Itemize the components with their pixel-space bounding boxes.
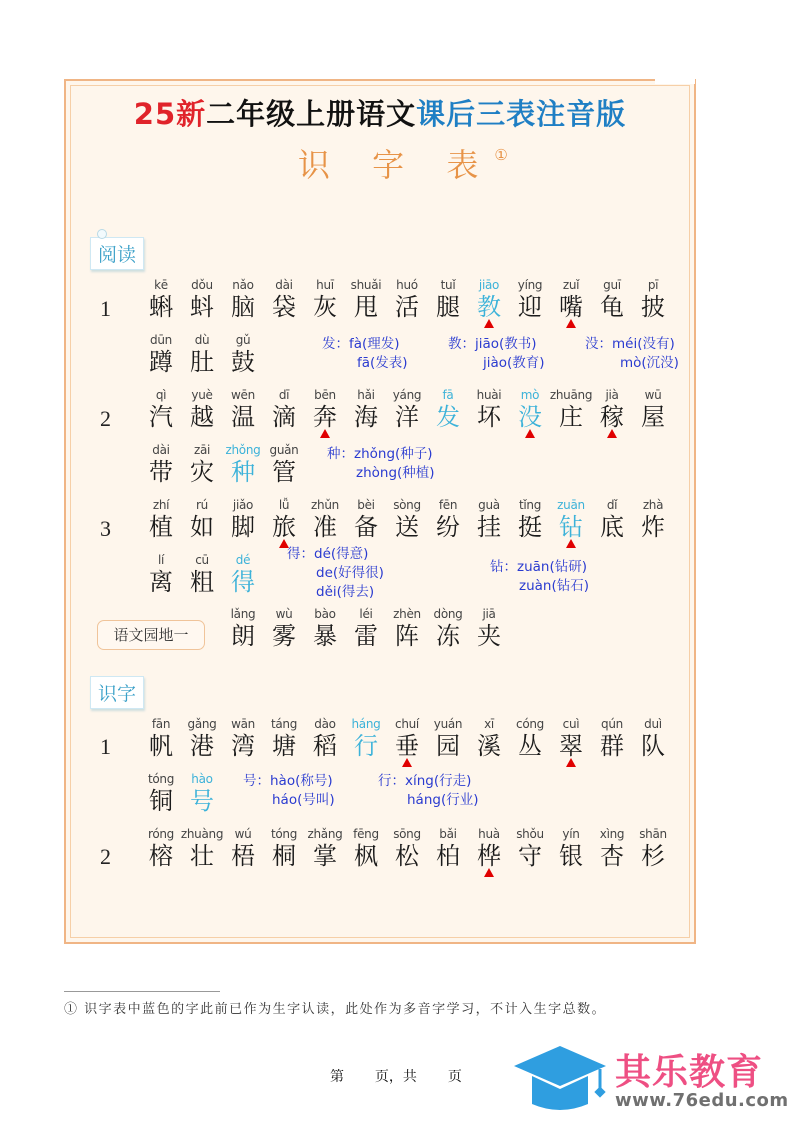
hanzi: 挂 [477, 513, 501, 541]
character-cell [384, 716, 430, 760]
red-triangle-mark-icon [484, 868, 494, 877]
page-suffix: 页 [447, 1069, 462, 1085]
character-cell [261, 277, 307, 321]
hanzi: 脚 [231, 513, 255, 541]
hanzi: 屋 [641, 403, 665, 431]
hanzi: 嘴 [559, 293, 583, 321]
hanzi: 稻 [313, 732, 337, 760]
polyphone-note-xing: 行：xíng(行走) háng(行业) [378, 773, 479, 808]
pinyin: dǒu [191, 278, 213, 292]
hanzi: 鼓 [231, 348, 255, 376]
character-cell [630, 497, 676, 541]
pinyin: kē [154, 278, 168, 292]
pinyin: dòng [433, 607, 463, 621]
hanzi: 甩 [354, 293, 378, 321]
character-cell [179, 497, 225, 541]
character-cell [138, 771, 184, 815]
pinyin: wù [275, 607, 293, 621]
hanzi: 蹲 [149, 348, 173, 376]
hanzi: 披 [641, 293, 665, 321]
character-cell [343, 497, 389, 541]
character-cell [466, 277, 512, 321]
pinyin: wū [644, 388, 662, 402]
pinyin: huà [478, 827, 500, 841]
character-cell [630, 387, 676, 431]
pinyin: rú [196, 498, 208, 512]
pinyin: dūn [150, 333, 172, 347]
pinyin: fēng [353, 827, 379, 841]
red-triangle-mark-icon [566, 319, 576, 328]
hanzi: 号 [190, 787, 214, 815]
section-label: 识字 [98, 683, 137, 705]
pinyin: hào [191, 772, 213, 786]
hanzi: 港 [190, 732, 214, 760]
hanzi: 迎 [518, 293, 542, 321]
section-label: 阅读 [98, 244, 137, 266]
pinyin: jiǎo [232, 498, 254, 512]
hanzi: 如 [190, 513, 214, 541]
hanzi: 榕 [149, 842, 173, 870]
hanzi: 灰 [313, 293, 337, 321]
hanzi: 汽 [149, 403, 173, 431]
hanzi: 朗 [231, 622, 255, 650]
pinyin: shān [639, 827, 667, 841]
hanzi: 银 [559, 842, 583, 870]
character-cell [425, 497, 471, 541]
hanzi: 阵 [395, 622, 419, 650]
table-heading [298, 140, 508, 186]
graduation-cap-icon [512, 1042, 612, 1118]
character-cell [384, 277, 430, 321]
footnote-divider [64, 991, 220, 992]
pinyin: zāi [193, 443, 211, 457]
pinyin: jià [605, 388, 619, 402]
pinyin: qì [155, 388, 167, 402]
character-cell [384, 497, 430, 541]
character-cell [261, 442, 307, 486]
character-cell [343, 606, 389, 650]
pinyin: shuǎi [350, 278, 382, 292]
character-cell [425, 387, 471, 431]
pinyin: yíng [517, 278, 543, 292]
hanzi: 松 [395, 842, 419, 870]
hanzi: 温 [231, 403, 255, 431]
pinyin: mò [520, 388, 540, 402]
hanzi: 腿 [436, 293, 460, 321]
hanzi: 底 [600, 513, 624, 541]
pinyin: bēn [314, 388, 336, 402]
character-cell [630, 716, 676, 760]
character-cell [179, 387, 225, 431]
character-cell [548, 826, 594, 870]
character-cell [343, 716, 389, 760]
character-cell [220, 552, 266, 596]
hanzi: 坏 [477, 403, 501, 431]
hanzi: 奔 [313, 403, 337, 431]
pinyin: shǒu [516, 827, 544, 841]
hanzi: 得 [231, 568, 255, 596]
hanzi: 粗 [190, 568, 214, 596]
character-cell [220, 332, 266, 376]
pinyin: yín [562, 827, 580, 841]
character-cell [343, 826, 389, 870]
character-cell [138, 277, 184, 321]
character-cell [261, 387, 307, 431]
character-cell [425, 606, 471, 650]
pinyin: sòng [393, 498, 421, 512]
character-cell [589, 387, 635, 431]
hanzi: 活 [395, 293, 419, 321]
pinyin: táng [270, 717, 298, 731]
hanzi: 溪 [477, 732, 501, 760]
pinyin: róng [147, 827, 175, 841]
pinyin: fān [151, 717, 171, 731]
page-mid: 页，共 [374, 1069, 417, 1085]
hanzi: 行 [354, 732, 378, 760]
title-grade: 二年级上册语文 [206, 97, 417, 131]
hanzi: 园 [436, 732, 460, 760]
pinyin: guī [603, 278, 621, 292]
hanzi: 洋 [395, 403, 419, 431]
hanzi: 暴 [313, 622, 337, 650]
brand-name: 其乐教育 [615, 1052, 764, 1093]
title-version: 课后三表注音版 [416, 97, 627, 131]
character-cell [466, 826, 512, 870]
character-cell [261, 497, 307, 541]
hanzi: 旅 [272, 513, 296, 541]
hanzi: 灾 [190, 458, 214, 486]
pinyin: zhuāng [549, 388, 593, 402]
red-triangle-mark-icon [402, 758, 412, 767]
hanzi: 队 [641, 732, 665, 760]
pinyin: bǎi [439, 827, 457, 841]
character-cell [384, 826, 430, 870]
character-cell [507, 277, 553, 321]
pinyin: bèi [357, 498, 375, 512]
hanzi: 稼 [600, 403, 624, 431]
hanzi: 蝌 [149, 293, 173, 321]
pinyin: gǎng [187, 717, 217, 731]
polyphone-note-zuan: 钻：zuān(钻研) zuàn(钻石) [490, 559, 590, 594]
character-cell [261, 826, 307, 870]
hanzi: 挺 [518, 513, 542, 541]
pinyin: huī [316, 278, 334, 292]
pinyin: qún [601, 717, 623, 731]
hanzi: 炸 [641, 513, 665, 541]
character-cell [138, 387, 184, 431]
pinyin: wān [231, 717, 255, 731]
section-tag-reading [90, 237, 144, 270]
character-cell [425, 826, 471, 870]
character-cell [302, 826, 348, 870]
character-cell [138, 442, 184, 486]
polyphone-note-hao: 号：hào(称号) háo(号叫) [243, 773, 335, 808]
character-cell [302, 716, 348, 760]
character-cell [220, 826, 266, 870]
pinyin: yuè [191, 388, 213, 402]
hanzi: 发 [436, 403, 460, 431]
character-cell [220, 442, 266, 486]
pinyin: dào [314, 717, 336, 731]
hanzi: 海 [354, 403, 378, 431]
pinyin: zhǔn [311, 498, 339, 512]
hanzi: 掌 [313, 842, 337, 870]
character-cell [507, 497, 553, 541]
hanzi: 滴 [272, 403, 296, 431]
character-cell [220, 716, 266, 760]
pin-icon [97, 229, 107, 239]
pinyin: dài [275, 278, 293, 292]
polyphone-note-zhong: 种：zhǒng(种子) zhòng(种植) [327, 446, 435, 481]
hanzi: 枫 [354, 842, 378, 870]
hanzi: 肚 [190, 348, 214, 376]
hanzi: 管 [272, 458, 296, 486]
pinyin: zuǐ [562, 278, 580, 292]
hanzi: 离 [149, 568, 173, 596]
red-triangle-mark-icon [525, 429, 535, 438]
character-cell [466, 387, 512, 431]
pinyin: wēn [231, 388, 255, 402]
hanzi: 备 [354, 513, 378, 541]
hanzi: 壮 [190, 842, 214, 870]
pinyin: zhǎng [307, 827, 343, 841]
character-cell [548, 716, 594, 760]
character-cell [466, 716, 512, 760]
page-title [0, 92, 760, 133]
pinyin: zhí [152, 498, 170, 512]
hanzi: 守 [518, 842, 542, 870]
character-cell [261, 606, 307, 650]
character-cell [425, 716, 471, 760]
hanzi: 铜 [149, 787, 173, 815]
character-cell [384, 387, 430, 431]
character-cell [466, 606, 512, 650]
pinyin: lǎng [230, 607, 256, 621]
pinyin: huài [476, 388, 502, 402]
pinyin: nǎo [232, 278, 254, 292]
character-cell [507, 826, 553, 870]
hanzi: 柏 [436, 842, 460, 870]
character-cell [548, 387, 594, 431]
character-cell [548, 277, 594, 321]
pinyin: lǚ [278, 498, 290, 512]
hanzi: 垂 [395, 732, 419, 760]
hanzi: 袋 [272, 293, 296, 321]
hanzi: 庄 [559, 403, 583, 431]
pinyin: hǎi [357, 388, 375, 402]
pinyin: cóng [516, 717, 544, 731]
hanzi: 脑 [231, 293, 255, 321]
hanzi: 塘 [272, 732, 296, 760]
lesson-number: 1 [100, 296, 111, 321]
character-cell [138, 826, 184, 870]
hanzi: 龟 [600, 293, 624, 321]
hanzi: 翠 [559, 732, 583, 760]
pinyin: lí [157, 553, 165, 567]
pinyin: dé [235, 553, 251, 567]
pinyin: zhà [642, 498, 664, 512]
hanzi: 纷 [436, 513, 460, 541]
red-triangle-mark-icon [320, 429, 330, 438]
section-tag-literacy [90, 676, 144, 709]
footnote-marker[interactable]: ① [494, 146, 508, 165]
pinyin: xī [484, 717, 494, 731]
character-cell [138, 497, 184, 541]
character-cell [138, 716, 184, 760]
character-cell [302, 387, 348, 431]
hanzi: 梧 [231, 842, 255, 870]
character-cell [220, 606, 266, 650]
hanzi: 准 [313, 513, 337, 541]
lesson-number: 2 [100, 844, 111, 869]
character-cell [220, 497, 266, 541]
pinyin: yáng [392, 388, 422, 402]
polyphone-note-fa: 发：fà(理发) fā(发表) [322, 336, 408, 371]
polyphone-note-mei: 没：méi(没有) mò(沉没) [585, 336, 679, 371]
character-cell [179, 771, 225, 815]
pinyin: huó [396, 278, 418, 292]
brand-url: www.76edu.com [615, 1090, 789, 1111]
pinyin: wú [234, 827, 252, 841]
character-cell [507, 716, 553, 760]
character-cell [589, 497, 635, 541]
character-cell [589, 277, 635, 321]
pinyin: sōng [393, 827, 421, 841]
character-cell [302, 606, 348, 650]
pinyin: xìng [599, 827, 625, 841]
pinyin: dī [278, 388, 290, 402]
pinyin: pī [647, 278, 659, 292]
character-cell [261, 716, 307, 760]
character-cell [179, 716, 225, 760]
hanzi: 杉 [641, 842, 665, 870]
lesson-tag-chinese-garden-1: 语文园地一 [97, 620, 205, 650]
pinyin: chuí [395, 717, 419, 731]
frame-gap [655, 76, 695, 84]
character-cell [507, 387, 553, 431]
pinyin: cuì [562, 717, 580, 731]
lesson-number: 3 [100, 516, 111, 541]
character-cell [589, 826, 635, 870]
character-cell [138, 552, 184, 596]
hanzi: 教 [477, 293, 501, 321]
hanzi: 钻 [559, 513, 583, 541]
pinyin: fā [442, 388, 454, 402]
pinyin: háng [351, 717, 381, 731]
pinyin: tóng [270, 827, 298, 841]
character-cell [630, 277, 676, 321]
pinyin: zhèn [393, 607, 421, 621]
pinyin: jiāo [478, 278, 500, 292]
character-cell [138, 332, 184, 376]
pinyin: dù [194, 333, 210, 347]
character-cell [630, 826, 676, 870]
pinyin: fēn [438, 498, 458, 512]
pinyin: dài [152, 443, 170, 457]
polyphone-note-jiao: 教：jiāo(教书) jiào(教育) [448, 336, 545, 371]
red-triangle-mark-icon [566, 539, 576, 548]
polyphone-note-de: 得：dé(得意) de(好得很) děi(得去) [287, 546, 384, 600]
footnote: ① 识字表中蓝色的字此前已作为生字认读，此处作为多音字学习，不计入生字总数。 [64, 1002, 607, 1017]
pinyin: tóng [147, 772, 175, 786]
character-cell [179, 332, 225, 376]
table-heading-text: 识 字 表 [298, 146, 495, 184]
hanzi: 植 [149, 513, 173, 541]
pinyin: cū [195, 553, 209, 567]
character-cell [589, 716, 635, 760]
hanzi: 送 [395, 513, 419, 541]
character-cell [548, 497, 594, 541]
hanzi: 夹 [477, 622, 501, 650]
character-cell [179, 442, 225, 486]
page-counter [330, 1066, 462, 1086]
hanzi: 杏 [600, 842, 624, 870]
red-triangle-mark-icon [566, 758, 576, 767]
hanzi: 冻 [436, 622, 460, 650]
character-cell [466, 497, 512, 541]
pinyin: tuǐ [440, 278, 456, 292]
character-cell [220, 387, 266, 431]
red-triangle-mark-icon [607, 429, 617, 438]
pinyin: zhuàng [180, 827, 224, 841]
title-edition: 25新 [133, 97, 207, 131]
character-cell [179, 552, 225, 596]
character-cell [220, 277, 266, 321]
pinyin: léi [359, 607, 373, 621]
character-cell [425, 277, 471, 321]
hanzi: 丛 [518, 732, 542, 760]
hanzi: 帆 [149, 732, 173, 760]
character-cell [179, 277, 225, 321]
character-cell [302, 497, 348, 541]
pinyin: zuān [557, 498, 585, 512]
pinyin: jiā [482, 607, 496, 621]
pinyin: gǔ [235, 333, 251, 347]
page-prefix: 第 [330, 1069, 344, 1085]
hanzi: 雾 [272, 622, 296, 650]
hanzi: 雷 [354, 622, 378, 650]
hanzi: 群 [600, 732, 624, 760]
pinyin: tǐng [518, 498, 542, 512]
pinyin: dǐ [606, 498, 618, 512]
lesson-number: 2 [100, 406, 111, 431]
hanzi: 带 [149, 458, 173, 486]
pinyin: zhǒng [225, 443, 261, 457]
hanzi: 桐 [272, 842, 296, 870]
red-triangle-mark-icon [484, 319, 494, 328]
pinyin: yuán [433, 717, 463, 731]
pinyin: duì [644, 717, 662, 731]
hanzi: 桦 [477, 842, 501, 870]
hanzi: 湾 [231, 732, 255, 760]
character-cell [343, 277, 389, 321]
pinyin: bào [314, 607, 336, 621]
character-cell [384, 606, 430, 650]
pinyin: guà [478, 498, 500, 512]
lesson-number: 1 [100, 734, 111, 759]
pinyin: guǎn [269, 443, 299, 457]
character-cell [343, 387, 389, 431]
character-cell [302, 277, 348, 321]
hanzi: 种 [231, 458, 255, 486]
hanzi: 蚪 [190, 293, 214, 321]
hanzi: 越 [190, 403, 214, 431]
hanzi: 没 [518, 403, 542, 431]
character-cell [179, 826, 225, 870]
